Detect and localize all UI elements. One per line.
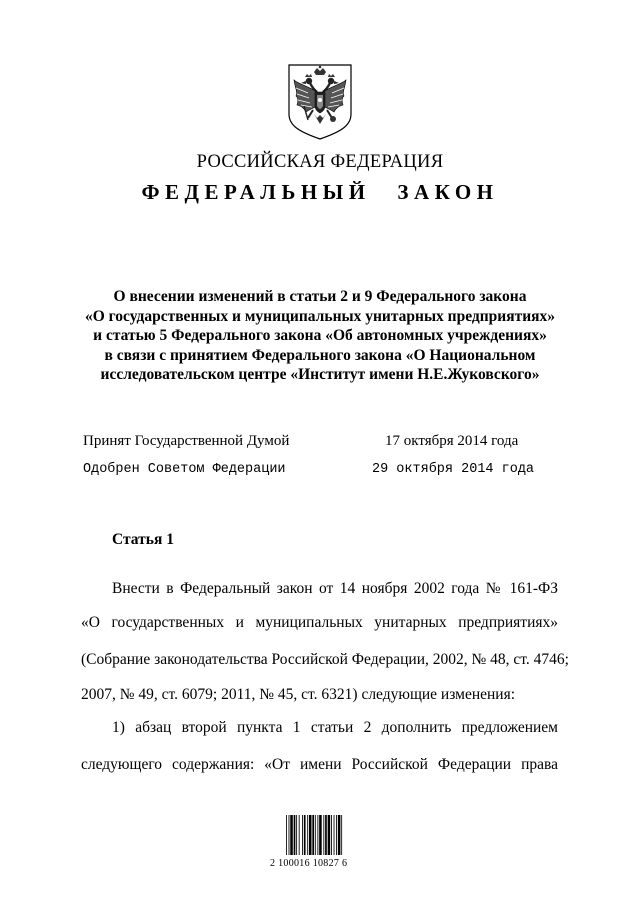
article-text-line: 1) абзац второй пункта 1 статьи 2 дополнить предложением xyxy=(112,719,558,736)
barcode-bar xyxy=(319,815,322,855)
barcode-bar xyxy=(289,815,290,855)
approved-by-council-label: Одобрен Советом Федерации xyxy=(83,462,286,477)
law-title-line: в связи с принятием Федерального закона «О Национальном xyxy=(104,346,536,364)
barcode-bar xyxy=(309,815,312,855)
document-type-heading: ФЕДЕРАЛЬНЫЙ ЗАКОН xyxy=(141,180,499,204)
russian-coat-of-arms-icon xyxy=(286,62,354,142)
article-text-line: (Собрание законодательства Российской Федерации, 2002, № 48, ст. 4746; xyxy=(81,651,569,668)
barcode-bar xyxy=(307,815,308,855)
barcode-bar xyxy=(338,815,341,855)
barcode-bar xyxy=(304,815,306,855)
barcode-bar xyxy=(286,815,287,855)
barcode xyxy=(284,815,360,859)
barcode-bar xyxy=(296,815,297,855)
barcode-bar xyxy=(325,815,327,855)
article-text-line: 2007, № 49, ст. 6079; 2011, № 45, ст. 6321) следующие изменения: xyxy=(81,686,516,703)
article-text-line: «О государственных и муниципальных унитарных предприятиях» xyxy=(81,614,558,631)
adopted-date: 17 октября 2014 года xyxy=(385,433,519,449)
law-title-line: и статью 5 Федерального закона «Об автономных учреждениях» xyxy=(93,327,547,344)
approved-date: 29 октября 2014 года xyxy=(372,462,535,477)
barcode-bar xyxy=(317,815,318,855)
article-text-line: следующего содержания: «От имени Российской Федерации права xyxy=(81,756,558,773)
barcode-bar xyxy=(334,815,335,855)
barcode-bar xyxy=(336,815,337,855)
adopted-by-duma-label: Принят Государственной Думой xyxy=(83,433,290,449)
country-name: РОССИЙСКАЯ ФЕДЕРАЦИЯ xyxy=(196,152,444,172)
barcode-bar xyxy=(323,815,324,855)
article-text-line: Внести в Федеральный закон от 14 ноября 2002 года № 161-ФЗ xyxy=(112,580,558,597)
article-heading: Статья 1 xyxy=(112,531,174,548)
law-title xyxy=(60,287,580,385)
barcode-number: 2 100016 10827 6 xyxy=(270,858,348,869)
law-title-line: «О государственных и муниципальных унитарных предприятиях» xyxy=(84,307,556,325)
barcode-icon xyxy=(284,815,360,859)
barcode-bar xyxy=(299,815,300,855)
barcode-bar xyxy=(315,815,316,855)
barcode-bar xyxy=(331,815,332,855)
barcode-bar xyxy=(294,815,296,855)
barcode-bar xyxy=(302,815,303,855)
law-title-line: исследовательском центре «Институт имени Н.Е.Жуковского» xyxy=(100,366,540,383)
barcode-bar xyxy=(341,815,342,855)
coat-of-arms-emblem xyxy=(286,62,354,142)
barcode-bar xyxy=(290,815,293,855)
barcode-bar xyxy=(328,815,331,855)
barcode-bar xyxy=(312,815,314,855)
law-title-line: О внесении изменений в статьи 2 и 9 Федерального закона xyxy=(113,288,527,305)
